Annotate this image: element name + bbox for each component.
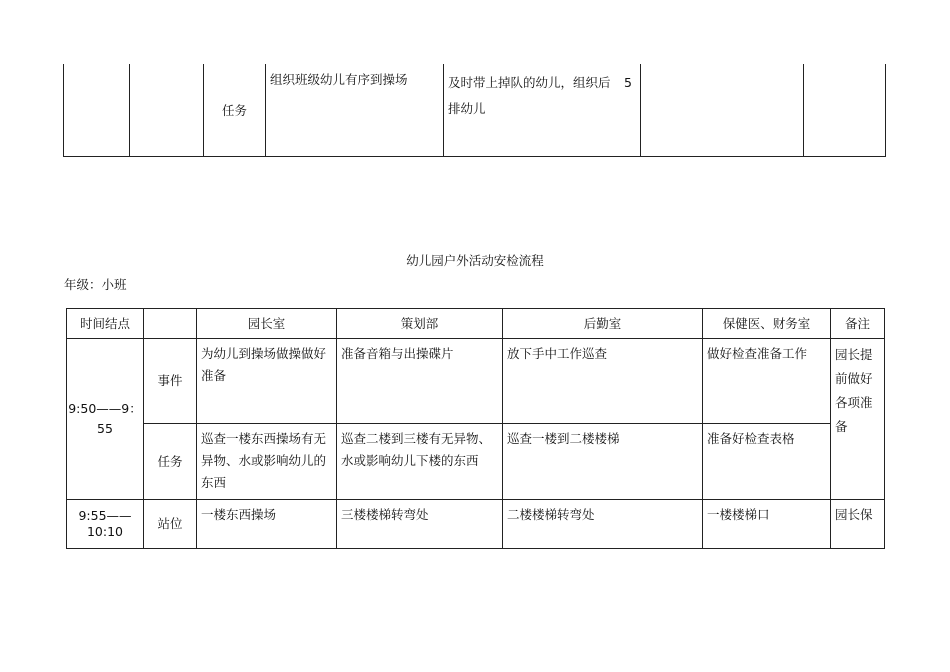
task-text: 组织班级幼儿有序到操场	[270, 72, 408, 87]
table-cell: 巡查一楼到二楼楼梯	[503, 424, 703, 500]
time-text: 9:50——9：55	[68, 401, 142, 436]
table-row	[64, 64, 886, 157]
task-text-line2: 排幼儿	[448, 101, 486, 116]
table-cell: 放下手中工作巡查	[503, 339, 703, 424]
header-cell: 备注	[831, 309, 885, 339]
empty-cell	[130, 64, 204, 157]
table-cell: 一楼楼梯口	[703, 500, 831, 549]
header-cell: 时间结点	[67, 309, 144, 339]
header-cell: 后勤室	[503, 309, 703, 339]
header-row	[67, 309, 885, 339]
table-cell: 二楼楼梯转弯处	[503, 500, 703, 549]
note-cell: 园长提前做好各项准备	[831, 339, 885, 500]
header-cell: 策划部	[337, 309, 503, 339]
time-text: 9:55——10:10	[78, 508, 132, 539]
note-cell: 园长保	[831, 500, 885, 549]
schedule-table	[66, 308, 885, 549]
table-cell: 一楼东西操场	[197, 500, 337, 549]
header-cell: 园长室	[197, 309, 337, 339]
table-cell: 三楼楼梯转弯处	[337, 500, 503, 549]
previous-table	[63, 64, 886, 157]
table-cell: 巡查二楼到三楼有无异物、水或影响幼儿下楼的东西	[337, 424, 503, 500]
table-row	[67, 424, 885, 500]
empty-cell	[64, 64, 130, 157]
task-label: 任务	[221, 103, 247, 118]
empty-cell	[641, 64, 804, 157]
table-row	[67, 500, 885, 549]
task-cell	[266, 64, 444, 157]
table-cell: 巡查一楼东西操场有无异物、水或影响幼儿的东西	[197, 424, 337, 500]
table-cell: 准备音箱与出操碟片	[337, 339, 503, 424]
row-label-cell	[144, 424, 197, 500]
row-label: 事件	[157, 373, 183, 388]
time-cell	[67, 339, 144, 500]
row-label-cell	[144, 500, 197, 549]
empty-cell	[804, 64, 886, 157]
task-label-cell	[204, 64, 266, 157]
header-cell: 保健医、财务室	[703, 309, 831, 339]
table-cell: 做好检查准备工作	[703, 339, 831, 424]
row-label-cell	[144, 339, 197, 424]
task-cell	[444, 64, 641, 157]
table-row	[67, 339, 885, 424]
page-title: 幼儿园户外活动安检流程	[406, 253, 544, 268]
header-cell	[144, 309, 197, 339]
table-cell: 准备好检查表格	[703, 424, 831, 500]
grade-label: 年级：小班	[64, 277, 127, 292]
table-cell: 为幼儿到操场做操做好准备	[197, 339, 337, 424]
task-text: 及时带上掉队的幼儿，组织后	[448, 75, 611, 90]
row-label: 站位	[157, 516, 183, 531]
row-label: 任务	[157, 453, 183, 469]
time-cell	[67, 500, 144, 549]
task-number: 5	[624, 75, 632, 90]
